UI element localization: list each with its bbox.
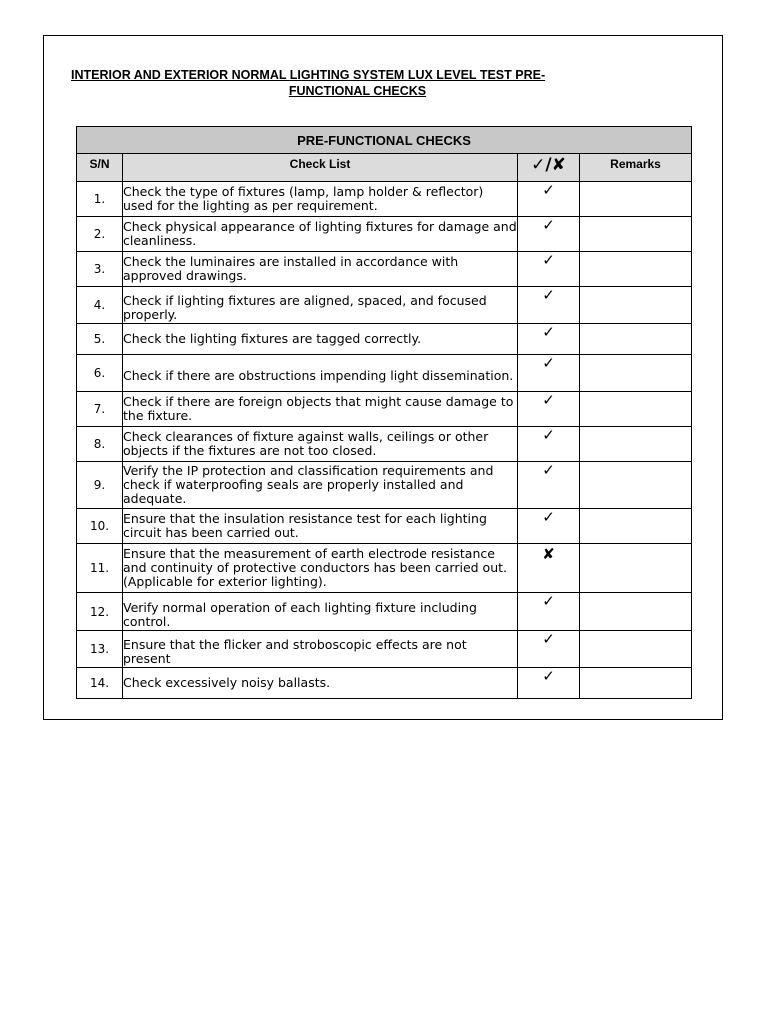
row-sn: 11. [77, 544, 123, 593]
row-remarks [580, 252, 692, 287]
row-check-text: Ensure that the measurement of earth electrode resistance and continuity of protective conductors has been carried out. (Applicable for exterior lighting). [123, 544, 518, 593]
column-header-sn-label: S/N [89, 157, 110, 171]
check-mark-icon: ✓ [542, 181, 555, 199]
row-status-cell [518, 509, 580, 544]
row-remarks [580, 509, 692, 544]
row-check-text: Check if there are foreign objects that might cause damage to the fixture. [123, 392, 518, 427]
row-check-text: Ensure that the flicker and stroboscopic effects are not present [123, 631, 518, 668]
row-sn: 14. [77, 668, 123, 699]
checks-table [76, 126, 692, 699]
row-sn: 10. [77, 509, 123, 544]
row-sn: 13. [77, 631, 123, 668]
page-border [43, 35, 723, 720]
row-status-cell [518, 593, 580, 631]
row-status-cell [518, 631, 580, 668]
table-row [77, 631, 692, 668]
table-row [77, 392, 692, 427]
check-mark-icon: ✓ [542, 667, 555, 685]
table-row [77, 462, 692, 509]
row-check-text: Ensure that the insulation resistance test for each lighting circuit has been carried out. [123, 509, 518, 544]
column-header-sn [77, 154, 123, 182]
check-mark-icon: ✓ [542, 323, 555, 341]
row-sn: 1. [77, 182, 123, 217]
check-mark-icon: ✓ [542, 286, 555, 304]
row-remarks [580, 668, 692, 699]
check-mark-icon: ✓ [542, 592, 555, 610]
row-remarks [580, 462, 692, 509]
row-remarks [580, 544, 692, 593]
check-mark-icon: ✓ [542, 216, 555, 234]
row-sn: 7. [77, 392, 123, 427]
table-row [77, 217, 692, 252]
check-mark-icon: ✓ [542, 630, 555, 648]
row-status-cell [518, 462, 580, 509]
row-remarks [580, 324, 692, 355]
row-check-text: Check if lighting fixtures are aligned, spaced, and focused properly. [123, 287, 518, 324]
row-status-cell [518, 324, 580, 355]
title-line-1: INTERIOR AND EXTERIOR NORMAL LIGHTING SYSTEM LUX LEVEL TEST PRE- [71, 68, 546, 82]
row-remarks [580, 287, 692, 324]
table-row [77, 593, 692, 631]
table-row [77, 427, 692, 462]
row-sn: 12. [77, 593, 123, 631]
table-row [77, 544, 692, 593]
row-sn: 6. [77, 355, 123, 392]
row-sn: 2. [77, 217, 123, 252]
row-check-text: Check clearances of fixture against walls, ceilings or other objects if the fixtures are not too closed. [123, 427, 518, 462]
row-remarks [580, 593, 692, 631]
check-mark-icon: ✓ [542, 461, 555, 479]
row-check-text: Check the lighting fixtures are tagged correctly. [123, 324, 518, 355]
table-row [77, 287, 692, 324]
column-header-status-label: ✓/✘ [531, 155, 566, 175]
row-check-text: Verify the IP protection and classification requirements and check if waterproofing seals are properly installed and adequate. [123, 462, 518, 509]
table-row [77, 182, 692, 217]
column-header-status [518, 154, 580, 182]
column-header-checklist [123, 154, 518, 182]
row-remarks [580, 217, 692, 252]
row-status-cell [518, 287, 580, 324]
column-header-remarks-label: Remarks [610, 157, 661, 171]
row-check-text: Check the luminaires are installed in accordance with approved drawings. [123, 252, 518, 287]
row-remarks [580, 182, 692, 217]
row-status-cell [518, 182, 580, 217]
row-status-cell [518, 217, 580, 252]
title-line-2: FUNCTIONAL CHECKS [288, 84, 427, 98]
table-row [77, 509, 692, 544]
row-check-text: Check the type of fixtures (lamp, lamp holder & reflector) used for the lighting as per requirement. [123, 182, 518, 217]
row-remarks [580, 355, 692, 392]
row-sn: 3. [77, 252, 123, 287]
row-status-cell [518, 544, 580, 593]
row-remarks [580, 392, 692, 427]
row-remarks [580, 631, 692, 668]
document-title [71, 67, 631, 99]
row-sn: 8. [77, 427, 123, 462]
row-status-cell [518, 668, 580, 699]
check-mark-icon: ✓ [542, 354, 555, 372]
table-row [77, 324, 692, 355]
check-mark-icon: ✓ [542, 251, 555, 269]
check-mark-icon: ✓ [542, 426, 555, 444]
table-row [77, 668, 692, 699]
row-sn: 5. [77, 324, 123, 355]
row-remarks [580, 427, 692, 462]
row-sn: 9. [77, 462, 123, 509]
row-check-text: Verify normal operation of each lighting fixture including control. [123, 593, 518, 631]
column-header-remarks [580, 154, 692, 182]
row-status-cell [518, 355, 580, 392]
table-row [77, 252, 692, 287]
row-status-cell [518, 427, 580, 462]
table-heading: PRE-FUNCTIONAL CHECKS [77, 127, 692, 154]
column-header-checklist-label: Check List [289, 157, 351, 171]
row-status-cell [518, 252, 580, 287]
cross-mark-icon: ✘ [542, 545, 555, 563]
row-status-cell [518, 392, 580, 427]
row-sn: 4. [77, 287, 123, 324]
row-check-text: Check physical appearance of lighting fixtures for damage and cleanliness. [123, 217, 518, 252]
row-check-text: Check if there are obstructions impending light dissemination. [123, 355, 518, 392]
check-mark-icon: ✓ [542, 508, 555, 526]
table-row [77, 355, 692, 392]
row-check-text: Check excessively noisy ballasts. [123, 668, 518, 699]
check-mark-icon: ✓ [542, 391, 555, 409]
